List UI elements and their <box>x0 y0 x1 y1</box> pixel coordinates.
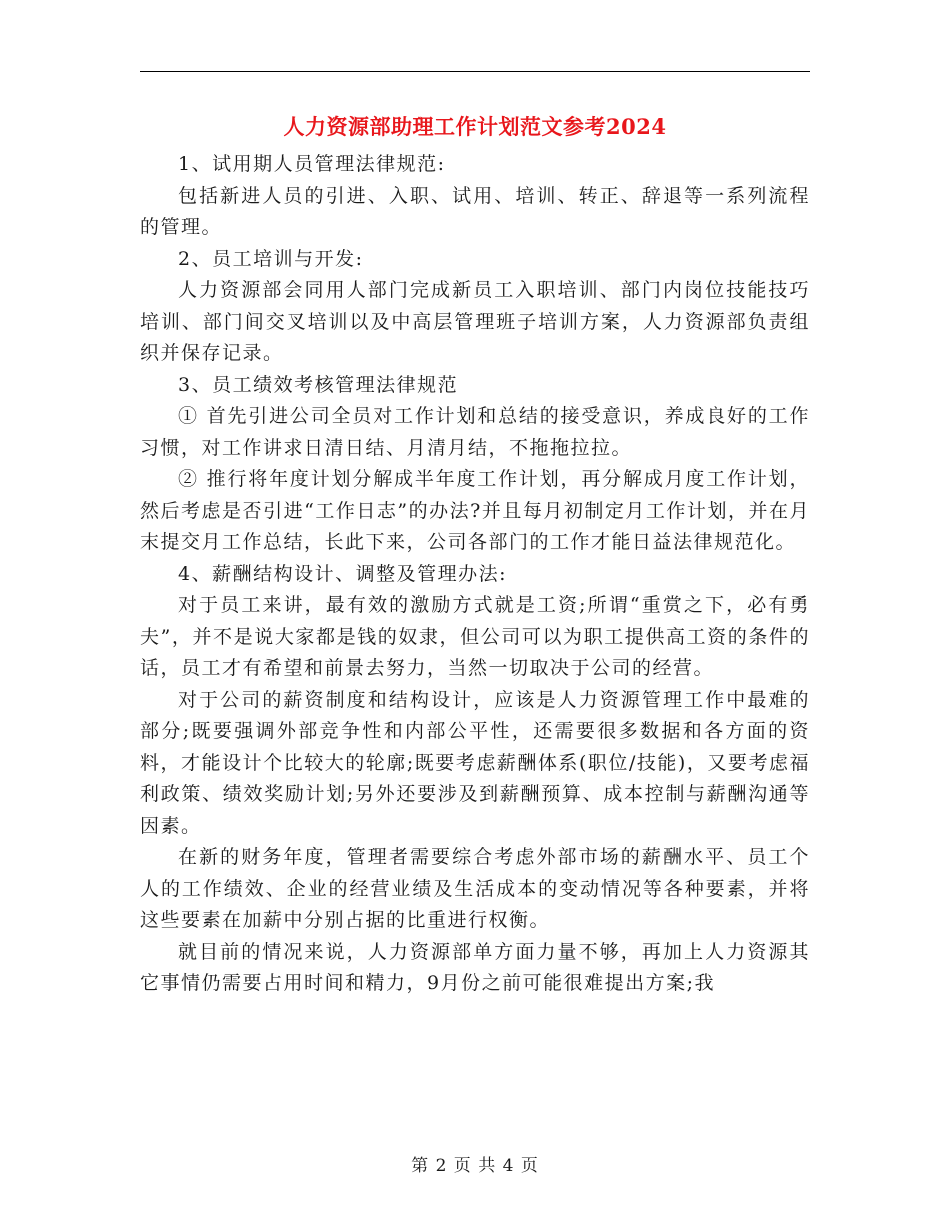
paragraph-performance-1: ① 首先引进公司全员对工作计划和总结的接受意识，养成良好的工作习惯，对工作讲求日清日结、月清月结，不拖拖拉拉。 <box>140 405 810 459</box>
paragraph-compensation-4: 就目前的情况来说，人力资源部单方面力量不够，再加上人力资源其它事情仍需要占用时间和精力，9月份之前可能很难提出方案;我 <box>140 940 810 994</box>
paragraph-training: 人力资源部会同用人部门完成新员工入职培训、部门内岗位技能技巧培训、部门间交叉培训以及中高层管理班子培训方案，人力资源部负责组织并保存记录。 <box>140 279 810 364</box>
document-body <box>140 149 810 1000</box>
paragraph-probation: 包括新进人员的引进、入职、试用、培训、转正、辞退等一系列流程的管理。 <box>140 184 810 238</box>
section-heading-compensation: 4、薪酬结构设计、调整及管理办法: <box>178 562 507 585</box>
section-heading-performance: 3、员工绩效考核管理法律规范 <box>178 373 459 396</box>
paragraph-compensation-3: 在新的财务年度，管理者需要综合考虑外部市场的薪酬水平、员工个人的工作绩效、企业的经营业绩及生活成本的变动情况等各种要素，并将这些要素在加薪中分别占据的比重进行权衡。 <box>140 846 810 931</box>
section-heading-probation: 1、试用期人员管理法律规范: <box>178 153 446 175</box>
header-rule <box>140 71 810 72</box>
page-number-footer: 第 2 页 共 4 页 <box>411 1156 539 1176</box>
document-title: 人力资源部助理工作计划范文参考2024 <box>283 114 667 139</box>
paragraph-compensation-1: 对于员工来讲，最有效的激励方式就是工资;所谓“重赏之下，必有勇夫”，并不是说大家都是钱的奴隶，但公司可以为职工提供高工资的条件的话，员工才有希望和前景去努力，当然一切取决于公司的经营。 <box>140 594 810 679</box>
section-heading-training: 2、员工培训与开发: <box>178 247 364 270</box>
paragraph-performance-2: ② 推行将年度计划分解成半年度工作计划，再分解成月度工作计划，然后考虑是否引进“工作日志”的办法?并且每月初制定月工作计划，并在月末提交月工作总结，长此下来，公司各部门的工作才能日益法律规范化。 <box>140 468 810 553</box>
paragraph-compensation-2: 对于公司的薪资制度和结构设计，应该是人力资源管理工作中最难的部分;既要强调外部竞争性和内部公平性，还需要很多数据和各方面的资料，才能设计个比较大的轮廓;既要考虑薪酬体系(职位/技能)，又要考虑福利政策、绩效奖励计划;另外还要涉及到薪酬预算、成本控制与薪酬沟通等因素。 <box>140 688 810 837</box>
